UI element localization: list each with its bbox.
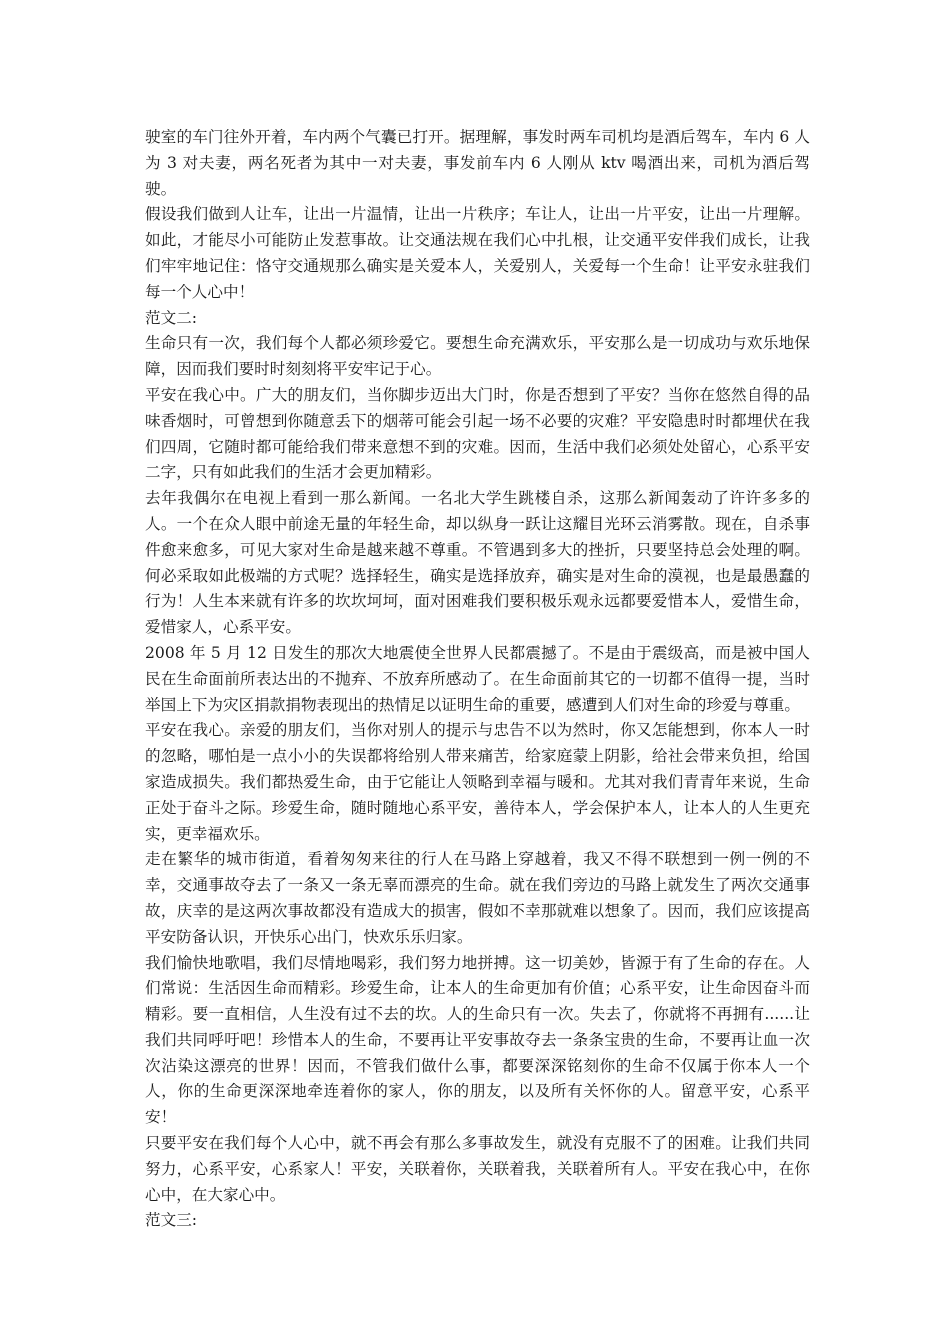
paragraph-earthquake: 2008 年 5 月 12 日发生的那次大地震使全世界人民都震撼了。不是由于震级高，而是被中国人民在生命面前所表达出的不抛弃、不放弃所感动了。在生命面前其它的一切都不值得一提，当时举国上下为灾区捐款捐物表现出的热情足以证明生命的重要，感遭到人们对生命的珍爱与尊重。 xyxy=(145,643,810,714)
paragraph-sing-cheer: 我们愉快地歌唱，我们尽情地喝彩，我们努力地拼搏。这一切美妙，皆源于有了生命的存在。人们常说：生活因生命而精彩。珍爱生命，让本人的生命更加有价值；心系平安，让生命因奋斗而精彩。要一直相信，人生没有过不去的坎。人的生命只有一次。失去了，你就将不再拥有......让我们共同呼吁吧！珍惜本人的生命，不要再让平安事故夺去一条条宝贵的生命，不要再让血一次次沾染这漂亮的世界！因而，不管我们做什么事，都要深深铭刻你的生命不仅属于你本人一个人，你的生命更深深地牵连着你的家人，你的朋友，以及所有关怀你的人。留意平安，心系平安！ xyxy=(145,953,810,1127)
section-heading-sample-three: 范文三: xyxy=(145,1211,198,1230)
paragraph-news-story: 去年我偶尔在电视上看到一那么新闻。一名北大学生跳楼自杀，这那么新闻轰动了许许多多的人。一个在众人眼中前途无量的年轻生命，却以纵身一跃让这耀目光环云消雾散。现在，自杀事件愈来愈多，可见大家对生命是越来越不尊重。不管遇到多大的挫折，只要坚持总会处理的啊。何必采取如此极端的方式呢？选择轻生，确实是选择放弃，确实是对生命的漠视，也是最愚蠢的行为！人生本来就有许多的坎坎坷坷，面对困难我们要积极乐观永远都要爱惜本人，爱惜生命，爱惜家人，心系平安。 xyxy=(145,489,810,637)
document-body xyxy=(145,125,810,1234)
paragraph-accident-detail: 驶室的车门往外开着，车内两个气囊已打开。据理解，事发时两车司机均是酒后驾车，车内 6 人为 3 对夫妻，两名死者为其中一对夫妻，事发前车内 6 人刚从 ktv 喝酒出来，司机为酒后驾驶。 xyxy=(145,128,810,198)
paragraph-safety-in-heart: 平安在我心中。广大的朋友们，当你脚步迈出大门时，你是否想到了平安？当你在悠然自得的品味香烟时，可曾想到你随意丢下的烟蒂可能会引起一场不必要的灾难？平安隐患时时都埋伏在我们四周，它随时都可能给我们带来意想不到的灾难。因而，生活中我们必须处处留心，心系平安二字，只有如此我们的生活才会更加精彩。 xyxy=(145,385,810,482)
paragraph-dear-friends: 平安在我心。亲爱的朋友们，当你对别人的提示与忠告不以为然时，你又怎能想到，你本人一时的忽略，哪怕是一点小小的失误都将给别人带来痛苦，给家庭蒙上阴影，给社会带来负担，给国家造成损失。我们都热爱生命，由于它能让人领略到幸福与暖和。尤其对我们青青年来说，生命正处于奋斗之际。珍爱生命，随时随地心系平安，善待本人，学会保护本人，让本人的人生更充实，更幸福欢乐。 xyxy=(145,721,810,843)
paragraph-life-once: 生命只有一次，我们每个人都必须珍爱它。要想生命充满欢乐，平安那么是一切成功与欢乐地保障，因而我们要时时刻刻将平安牢记于心。 xyxy=(145,334,810,379)
paragraph-city-streets: 走在繁华的城市街道，看着匆匆来往的行人在马路上穿越着，我又不得不联想到一例一例的不幸，交通事故夺去了一条又一条无辜而漂亮的生命。就在我们旁边的马路上就发生了两次交通事故，庆幸的是这两次事故都没有造成大的损害，假如不幸那就难以想象了。因而，我们应该提高平安防备认识，开快乐心出门，快欢乐乐归家。 xyxy=(145,850,810,946)
paragraph-yield-safety: 假设我们做到人让车，让出一片温情，让出一片秩序；车让人，让出一片平安，让出一片理解。如此，才能尽小可能防止发惹事故。让交通法规在我们心中扎根，让交通平安伴我们成长，让我们牢牢地记住：恪守交通规那么确实是关爱本人，关爱别人，关爱每一个生命！让平安永驻我们每一个人心中！ xyxy=(145,205,810,301)
paragraph-closing: 只要平安在我们每个人心中，就不再会有那么多事故发生，就没有克服不了的困难。让我们共同努力，心系平安，心系家人！平安，关联着你，关联着我，关联着所有人。平安在我心中，在你心中，在大家心中。 xyxy=(145,1134,810,1204)
section-heading-sample-two: 范文二: xyxy=(145,308,198,327)
